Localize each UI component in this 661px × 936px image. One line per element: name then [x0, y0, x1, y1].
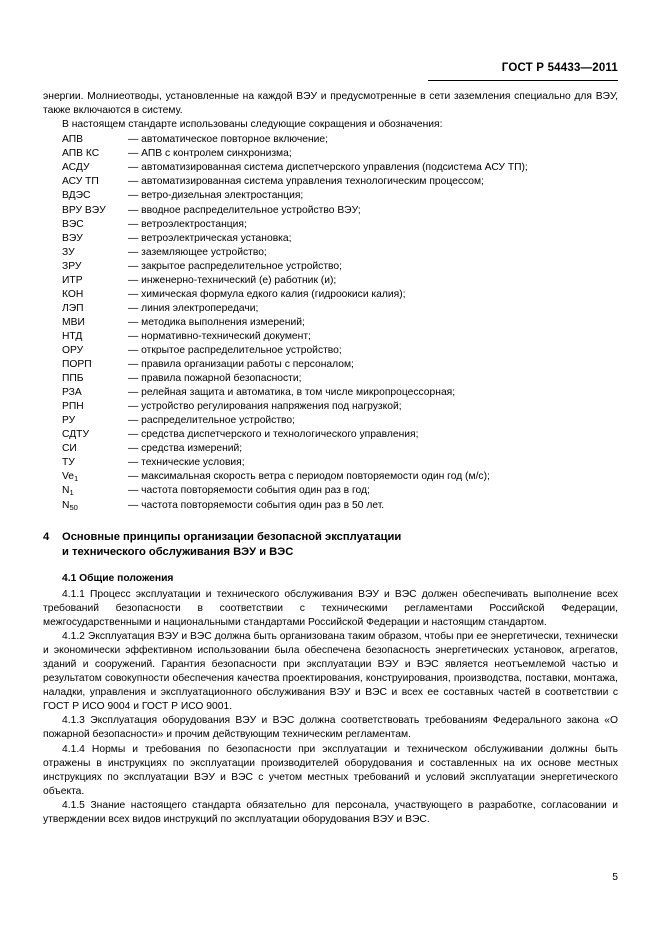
table-row [43, 232, 528, 246]
abbr-term: АСДУ [62, 162, 90, 174]
abbr-definition: — правила организации работы с персоналом; [128, 359, 354, 371]
abbr-definition: — распределительное устройство; [128, 415, 295, 427]
table-row [43, 260, 528, 274]
abbr-definition: — технические условия; [128, 457, 245, 469]
abbr-term: ВДЭС [62, 190, 91, 202]
abbr-definition: — химическая формула едкого калия (гидроокиси калия); [128, 288, 406, 300]
abbr-term: НТД [62, 330, 83, 342]
abbr-definition: — открытое распределительное устройство; [128, 344, 342, 356]
table-row [43, 386, 528, 400]
abbr-definition: — средства диспетчерского и технологического управления; [128, 429, 419, 441]
table-row [43, 246, 528, 260]
table-row [43, 330, 528, 344]
abbr-term: ЗУ [62, 246, 75, 258]
table-row [43, 484, 528, 498]
section-number: 4 [43, 530, 50, 543]
abbr-definition: — автоматизированная система диспетчерского управления (подсистема АСУ ТП); [128, 162, 528, 174]
abbr-definition: — устройство регулирования напряжения под нагрузкой; [128, 401, 402, 413]
abbr-term-base: N [62, 485, 70, 497]
abbr-definition: — максимальная скорость ветра с периодом повторяемости один год (м/с); [128, 471, 490, 483]
abbr-definition: — правила пожарной безопасности; [128, 373, 302, 385]
table-row [43, 161, 528, 175]
abbr-term-subscript: 1 [74, 474, 79, 484]
section-title-line2: и технического обслуживания ВЭУ и ВЭС [62, 545, 294, 558]
abbr-term: ВРУ ВЭУ [62, 204, 106, 216]
subsection-heading-4-1: 4.1 Общие положения [62, 572, 174, 584]
abbr-term [43, 484, 128, 498]
table-row [43, 470, 528, 484]
abbr-term-base: Ve [62, 471, 75, 483]
abbreviations-lead-in: В настоящем стандарте использованы следующие сокращения и обозначения: [62, 119, 443, 131]
table-row [43, 147, 528, 161]
abbr-term-base: N [62, 499, 70, 511]
paragraph-4-1-1: 4.1.1 Процесс эксплуатации и технического обслуживания ВЭУ и ВЭС должен обеспечивать выполнение всех требований безопасности в соответствии с техническими регламентами Российской Федерации, межгосударственными и национальными стандартами Российской Федерации и настоящим стандартом. [43, 588, 618, 628]
abbr-term: АПВ КС [62, 148, 100, 160]
page-number: 5 [612, 872, 618, 883]
table-row [43, 372, 528, 386]
abbr-definition: — частота повторяемости события один раз в год; [128, 485, 370, 497]
abbr-definition: — нормативно-технический документ; [128, 330, 311, 342]
table-row [43, 499, 528, 513]
abbr-term: РУ [62, 415, 76, 427]
abbr-definition: — вводное распределительное устройство ВЭУ; [128, 204, 361, 216]
table-row [43, 274, 528, 288]
abbr-definition: — заземляющее устройство; [128, 246, 267, 258]
table-row [43, 316, 528, 330]
abbr-term: РПН [62, 401, 84, 413]
abbr-term: РЗА [62, 387, 82, 399]
table-row [43, 414, 528, 428]
abbr-term: ВЭС [62, 218, 84, 230]
abbr-term: АСУ ТП [62, 176, 99, 188]
abbr-term: АПВ [62, 134, 84, 146]
table-row [43, 218, 528, 232]
paragraph-4-1-2: 4.1.2 Эксплуатация ВЭУ и ВЭС должна быть организована таким образом, чтобы при ее энергетически, технически и экономически эффективном использовании была обеспечена безопасность энергетических установок, агрегатов, зданий и сооружений. Гарантия безопасности при эксплуатации ВЭУ и ВЭС является неотъемлемой частью и результатом совокупности обеспечения качества проектирования, конструирования, производства, поставки, монтажа, наладки, управления и эксплуатационного обслуживания ВЭУ и ВЭС и всех ее составных частей в соответствии с ГОСТ Р ИСО 9004 и ГОСТ Р ИСО 9001. [43, 630, 618, 713]
abbr-definition: — методика выполнения измерений; [128, 316, 305, 328]
abbr-term: СДТУ [62, 429, 90, 441]
abbr-definition: — частота повторяемости события один раз в 50 лет. [128, 499, 385, 511]
abbr-term [43, 499, 128, 513]
abbr-term: ТУ [62, 457, 75, 469]
table-row [43, 358, 528, 372]
abbr-term: ОРУ [62, 344, 84, 356]
abbr-definition: — линия электропередачи; [128, 302, 259, 314]
table-row [43, 442, 528, 456]
table-row [43, 204, 528, 218]
abbr-term [43, 470, 128, 484]
abbr-definition: — автоматизированная система управления технологическим процессом; [128, 176, 484, 188]
table-row [43, 400, 528, 414]
abbr-definition: — инженерно-технический (е) работник (и); [128, 274, 337, 286]
abbr-definition: — ветроэлектрическая установка; [128, 232, 292, 244]
abbr-term-subscript: 1 [69, 488, 74, 498]
table-row [43, 456, 528, 470]
abbr-term: ВЭУ [62, 232, 83, 244]
header-divider [428, 80, 618, 81]
table-row [43, 133, 528, 147]
abbr-term: ЛЭП [62, 302, 84, 314]
abbr-term: ППБ [62, 373, 84, 385]
abbr-term: КОН [62, 288, 84, 300]
abbr-term: МВИ [62, 316, 85, 328]
table-row [43, 175, 528, 189]
abbr-definition: — релейная защита и автоматика, в том числе микропроцессорная; [128, 387, 456, 399]
paragraph-4-1-5: 4.1.5 Знание настоящего стандарта обязательно для персонала, участвующего в разработке, согласовании и утверждении всех видов инструкций по эксплуатации оборудования ВЭУ и ВЭС. [43, 799, 618, 826]
abbr-definition: — ветроэлектростанция; [128, 218, 247, 230]
abbreviations-table [43, 133, 528, 512]
table-row [43, 428, 528, 442]
abbr-definition: — закрытое распределительное устройство; [128, 260, 342, 272]
abbr-term-subscript: 50 [69, 502, 78, 512]
page-header-standard-id: ГОСТ Р 54433—2011 [501, 62, 618, 74]
abbr-definition: — ветро-дизельная электростанция; [128, 190, 304, 202]
paragraph-4-1-4: 4.1.4 Нормы и требования по безопасности при эксплуатации и техническом обслуживании должны быть отражены в инструкциях по эксплуатации производителей оборудования и составленных на их основе местных инструкциях по эксплуатации ВЭУ и ВЭС с учетом местных требований и условий эксплуатации энергетического объекта. [43, 743, 618, 797]
abbr-term: ЗРУ [62, 260, 82, 272]
abbr-definition: — АПВ с контролем синхронизма; [128, 148, 292, 160]
table-row [43, 302, 528, 316]
table-row [43, 288, 528, 302]
abbr-term: ИТР [62, 274, 83, 286]
abbr-term: ПОРП [62, 359, 92, 371]
section-title-line1: Основные принципы организации безопасной эксплуатации [62, 530, 402, 543]
intro-paragraph: энергии. Молниеотводы, установленные на каждой ВЭУ и предусмотренные в сети заземления специально для ВЭУ, также включаются в систему. [43, 91, 618, 117]
section-heading-4 [43, 530, 618, 560]
abbr-term: СИ [62, 443, 77, 455]
table-row [43, 344, 528, 358]
abbr-definition: — средства измерений; [128, 443, 243, 455]
paragraph-4-1-3: 4.1.3 Эксплуатация оборудования ВЭУ и ВЭС должна соответствовать требованиям Федерального закона «О пожарной безопасности» и прочим действующим техническим регламентам. [43, 715, 618, 741]
abbreviations-body [43, 133, 528, 512]
abbr-definition: — автоматическое повторное включение; [128, 134, 328, 146]
table-row [43, 189, 528, 203]
page-content [43, 90, 618, 827]
